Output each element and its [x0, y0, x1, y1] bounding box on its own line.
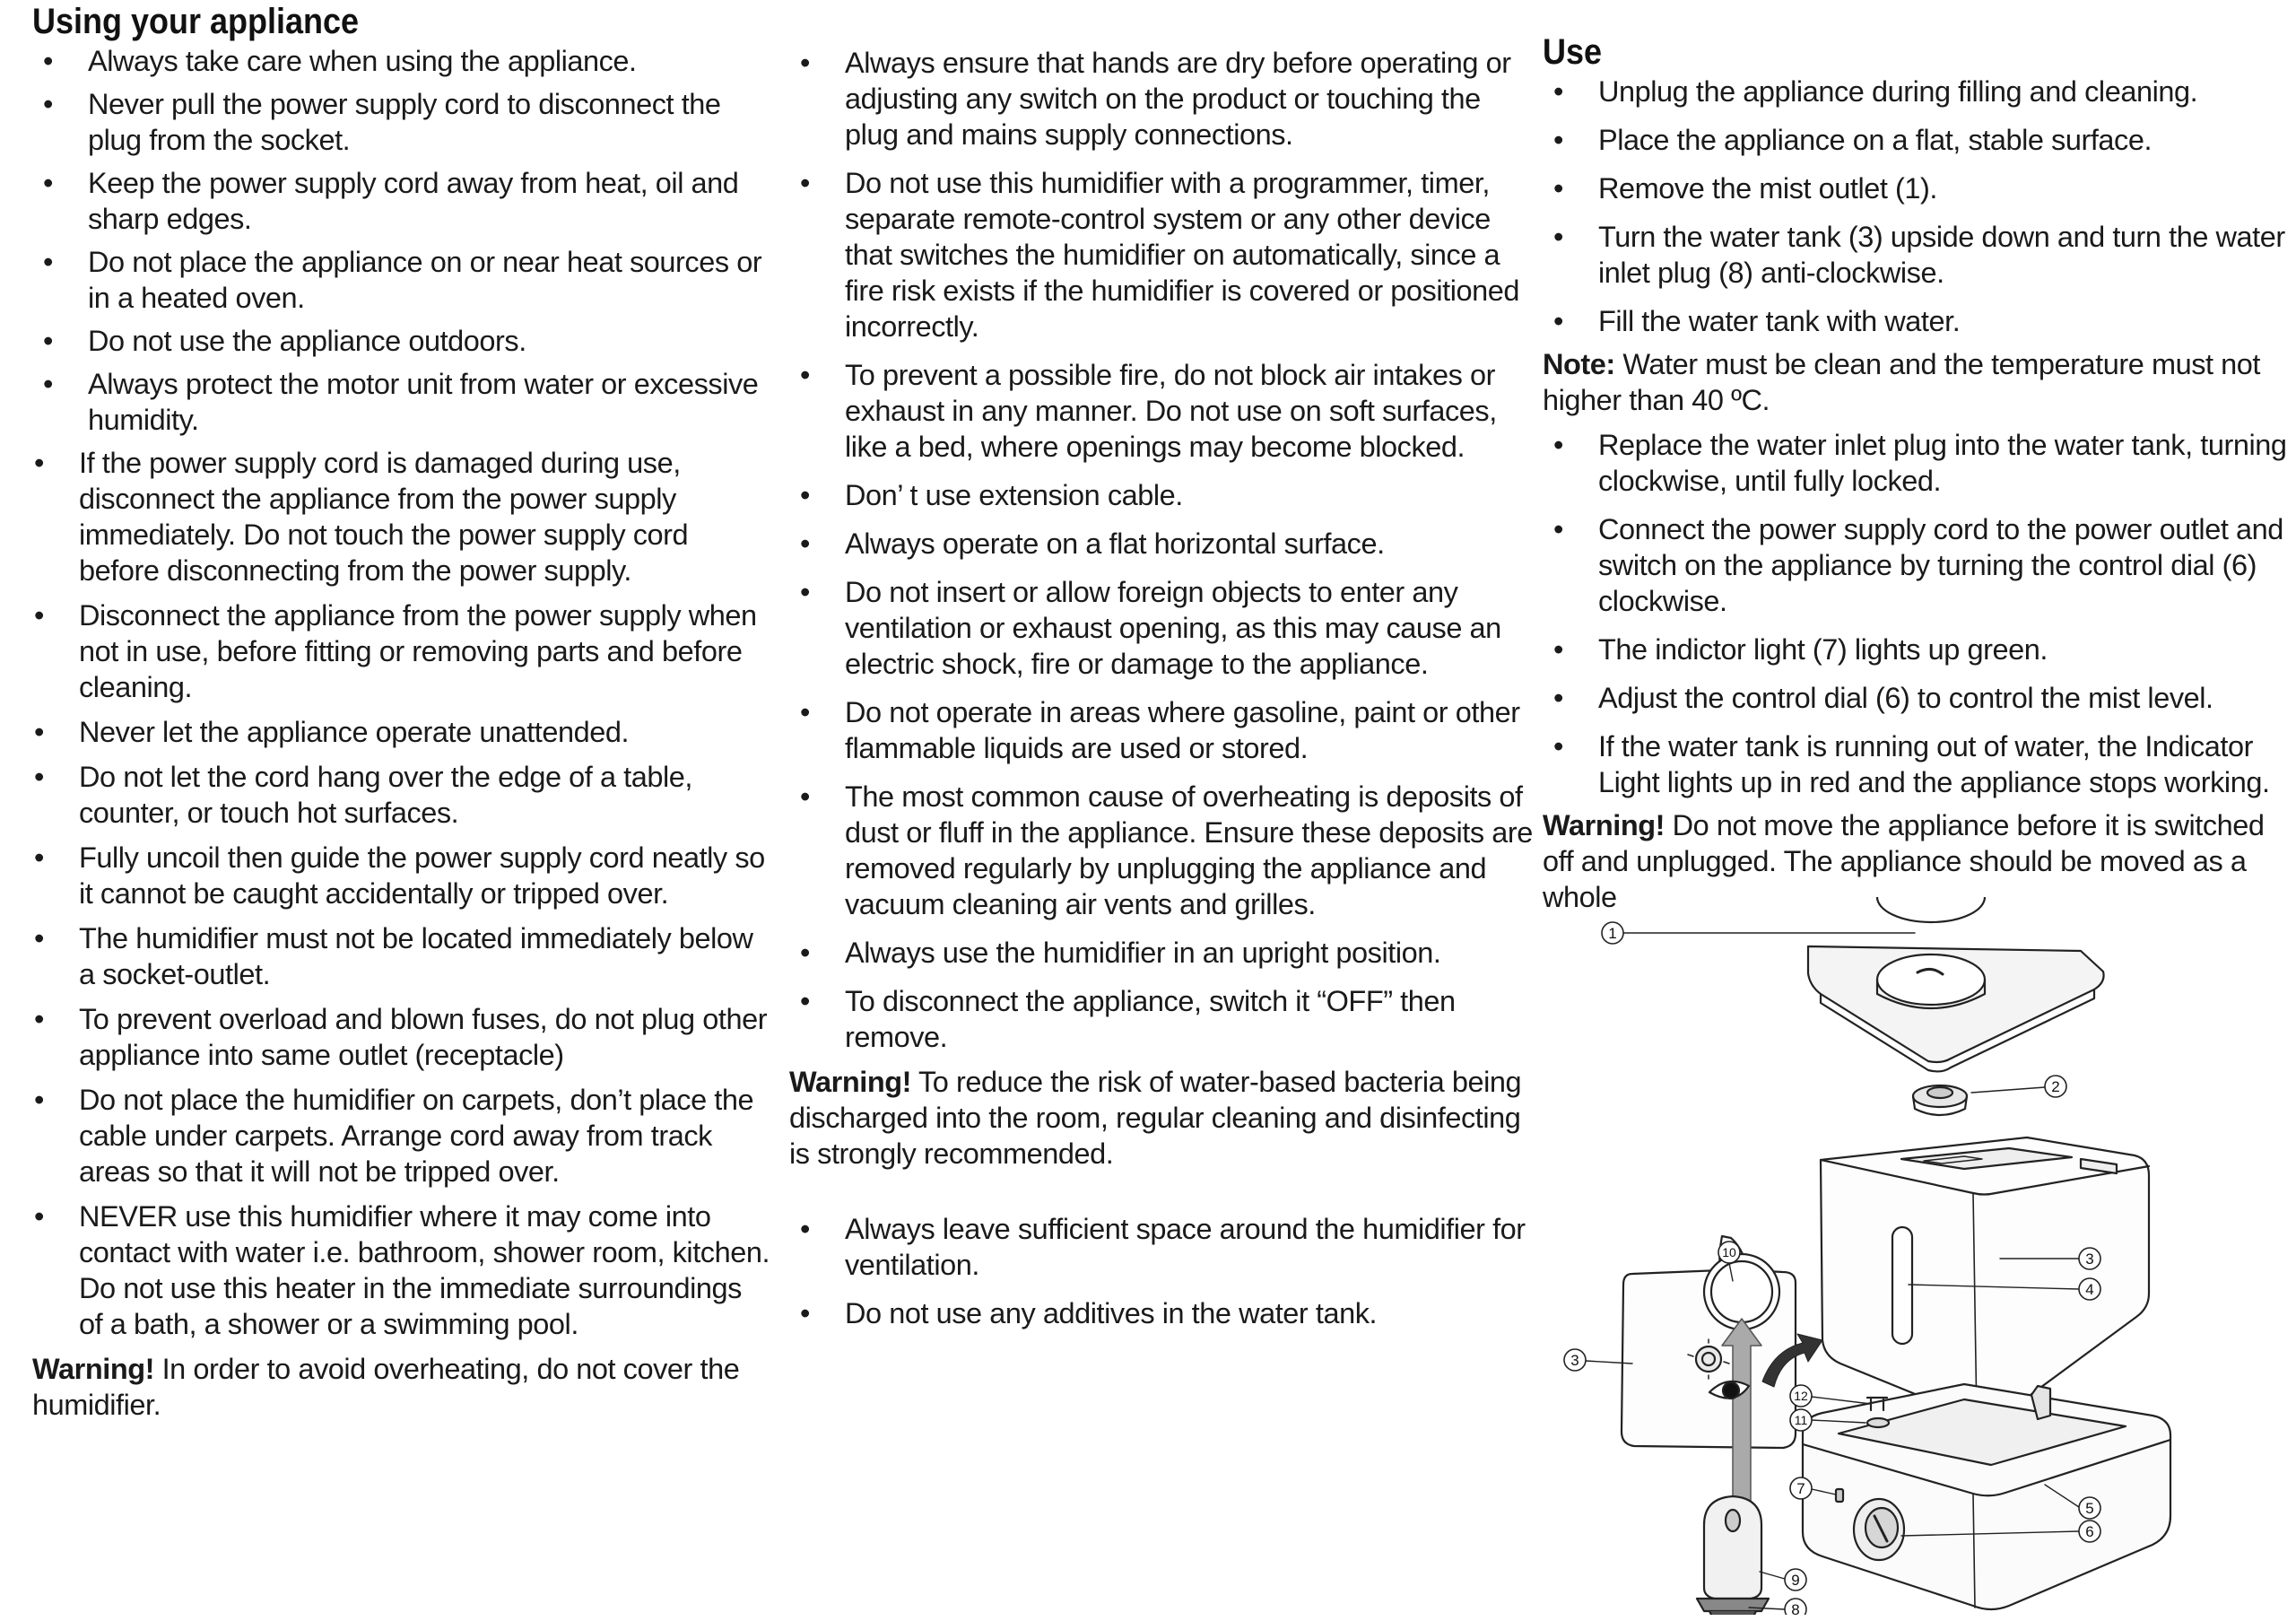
- safety-list-2: [789, 45, 1538, 1055]
- warning-moving: Warning! Do not move the appliance before it is switched off and unplugged. The appliance should be moved as a whole: [1543, 809, 2265, 913]
- list-item: • Never let the appliance operate unattended.: [34, 716, 630, 748]
- list-item: • Do not place the humidifier on carpets, don’t place the cable under carpets. Arrange cord away from track areas so that it will not be tripped over.: [34, 1084, 754, 1188]
- note-label: Note:: [1543, 348, 1615, 380]
- list-item: • To prevent overload and blown fuses, do not plug other appliance into same outlet (receptacle): [34, 1003, 768, 1071]
- warning-label: Warning!: [1543, 809, 1665, 841]
- list-item: • The humidifier must not be located immediately below a socket-outlet.: [34, 922, 753, 990]
- list-item: • Do not insert or allow foreign objects to enter any ventilation or exhaust opening, as this may cause an electric shock, fire or damage to the appliance.: [800, 576, 1501, 680]
- base-unit: [1803, 1384, 2170, 1609]
- callout-label-11: 11: [1794, 1413, 1808, 1427]
- safety-list-3: [789, 1211, 1538, 1331]
- note-water-temperature: Note: Water must be clean and the temperature must not higher than 40 ºC.: [1543, 348, 2260, 416]
- list-item: • Connect the power supply cord to the power outlet and switch on the appliance by turning the control dial (6) clockwise.: [1553, 513, 2283, 617]
- list-item: • Fill the water tank with water.: [1553, 305, 1961, 337]
- callout-label-3: 3: [2085, 1251, 2094, 1268]
- column-safety-continued: [789, 45, 1538, 1331]
- list-item: • Always take care when using the appliance.: [43, 45, 637, 77]
- list-item: • Always operate on a flat horizontal surface.: [800, 527, 1385, 560]
- callout-label-12: 12: [1794, 1389, 1808, 1403]
- use-steps-list: [1543, 74, 2292, 339]
- list-item: • Fully uncoil then guide the power supply cord neatly so it cannot be caught accidentally or tripped over.: [34, 841, 765, 910]
- callout-label-2: 2: [2051, 1078, 2060, 1095]
- column-use: [1543, 31, 2292, 915]
- list-item: • Unplug the appliance during filling and cleaning.: [1553, 75, 2198, 108]
- callout-label-6: 6: [2085, 1523, 2094, 1540]
- column-using-appliance: [32, 0, 772, 1423]
- list-item: • Do not use this humidifier with a programmer, timer, separate remote-control system or any other device that switches the humidifier on automatically, since a fire risk exists if the humidifier is covered or positioned incorrectly.: [800, 167, 1519, 343]
- list-item: • Do not use the appliance outdoors.: [43, 325, 526, 357]
- tank-side-view: [1622, 1236, 1796, 1448]
- list-item: • NEVER use this humidifier where it may come into contact with water i.e. bathroom, shower room, kitchen. Do not use this heater in the immediate surroundings of a bath, a shower or a swimming pool.: [34, 1200, 770, 1340]
- callout-label-9: 9: [1791, 1572, 1800, 1589]
- callout-label-10: 10: [1722, 1245, 1736, 1259]
- list-item: • Always protect the motor unit from water or excessive humidity.: [43, 368, 759, 436]
- nozzle: [1913, 1085, 1967, 1115]
- list-item: • Remove the mist outlet (1).: [1553, 172, 1937, 205]
- callout-label-5: 5: [2085, 1500, 2094, 1517]
- use-steps-list-2: [1543, 427, 2292, 800]
- list-item: • Always leave sufficient space around the humidifier for ventilation.: [800, 1213, 1526, 1281]
- water-tank: [1821, 1137, 2149, 1422]
- warning-bacteria: Warning! To reduce the risk of water-based bacteria being discharged into the room, regular cleaning and disinfecting is strongly recommended.: [789, 1066, 1522, 1170]
- list-item: • The indictor light (7) lights up green.: [1553, 633, 2048, 666]
- list-item: • To disconnect the appliance, switch it “OFF” then remove.: [800, 985, 1456, 1053]
- section-title-using-appliance: Using your appliance: [32, 2, 360, 41]
- list-item: • Keep the power supply cord away from heat, oil and sharp edges.: [43, 167, 739, 235]
- mist-outlet-lid: [1808, 897, 2104, 1071]
- list-item: • Turn the water tank (3) upside down and turn the water inlet plug (8) anti-clockwise.: [1553, 221, 2285, 289]
- callout-label-8: 8: [1791, 1601, 1800, 1615]
- warning-overheating: Warning! In order to avoid overheating, do not cover the humidifier.: [32, 1353, 740, 1421]
- list-item: • Never pull the power supply cord to disconnect the plug from the socket.: [43, 88, 721, 156]
- callout-label-1: 1: [1608, 925, 1617, 942]
- list-item: • Always use the humidifier in an upright position.: [800, 937, 1441, 969]
- list-item: • Do not place the appliance on or near heat sources or in a heated oven.: [43, 246, 762, 314]
- list-item: • Adjust the control dial (6) to control the mist level.: [1553, 682, 2213, 714]
- warning-label: Warning!: [32, 1353, 155, 1385]
- list-item: • Always ensure that hands are dry before operating or adjusting any switch on the product or touching the plug and mains supply connections.: [800, 47, 1511, 151]
- list-item: • If the water tank is running out of water, the Indicator Light lights up in red and the appliance stops working.: [1553, 730, 2270, 798]
- callout-label-4: 4: [2085, 1281, 2094, 1298]
- callout-label-3-side: 3: [1570, 1352, 1579, 1369]
- list-item: • Disconnect the appliance from the power supply when not in use, before fitting or removing parts and before cleaning.: [34, 599, 757, 703]
- callout-label-7: 7: [1796, 1480, 1805, 1497]
- warning-label: Warning!: [789, 1066, 912, 1098]
- list-item: • Do not operate in areas where gasoline, paint or other flammable liquids are used or stored.: [800, 696, 1520, 764]
- list-item: • Replace the water inlet plug into the water tank, turning clockwise, until fully locked.: [1553, 429, 2287, 497]
- safety-list-1: [32, 43, 772, 1342]
- list-item: • To prevent a possible fire, do not block air intakes or exhaust in any manner. Do not use on soft surfaces, like a bed, where openings may become blocked.: [800, 359, 1497, 463]
- water-inlet-plug: [1697, 1496, 1769, 1615]
- list-item: • Don’ t use extension cable.: [800, 479, 1183, 511]
- section-title-use: Use: [1543, 32, 1603, 72]
- humidifier-exploded-diagram: [1543, 897, 2296, 1615]
- list-item: • The most common cause of overheating is deposits of dust or fluff in the appliance. Ensure these deposits are removed regularly by unplugging the appliance and vacuum cleaning air vents and grilles.: [800, 780, 1533, 920]
- list-item: • Place the appliance on a flat, stable surface.: [1553, 124, 2152, 156]
- list-item: • If the power supply cord is damaged during use, disconnect the appliance from the power supply immediately. Do not touch the power supply cord before disconnecting from the power supply.: [34, 447, 689, 587]
- list-item: • Do not use any additives in the water tank.: [800, 1297, 1378, 1329]
- list-item: • Do not let the cord hang over the edge of a table, counter, or touch hot surfaces.: [34, 761, 692, 829]
